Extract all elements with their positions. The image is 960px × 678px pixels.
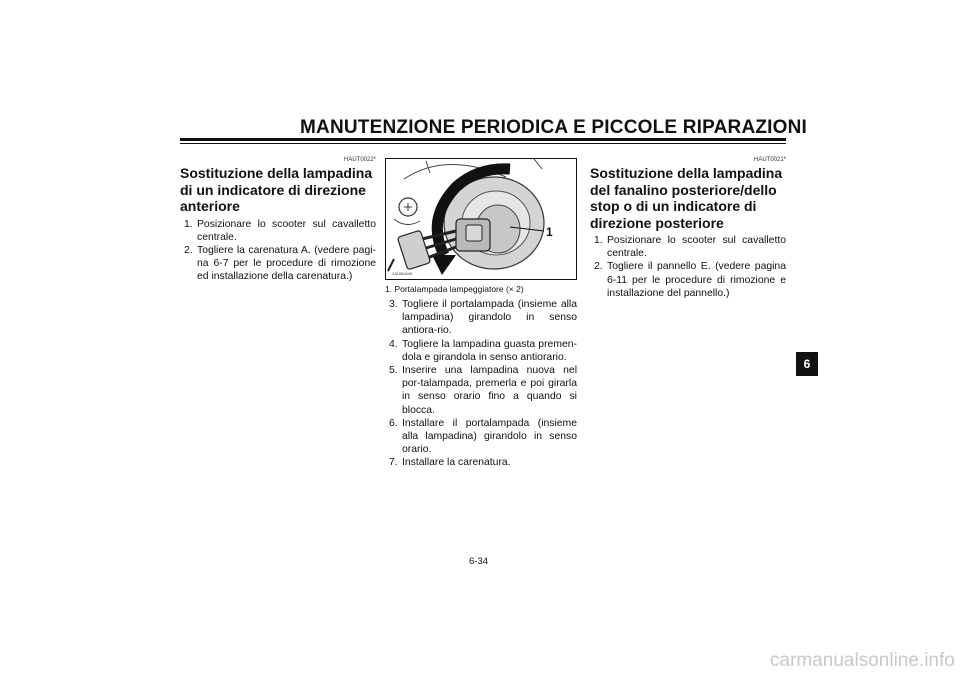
section-code: HAUT0022* [343, 157, 376, 163]
header-rule-thick [180, 138, 786, 141]
page-header-title: MANUTENZIONE PERIODICA E PICCOLE RIPARAZIONI [300, 117, 808, 138]
watermark: carmanualsonline.info [770, 650, 955, 671]
step-item: 2. Togliere la carenatura A. (vedere pagi-na 6-7 per le procedure di rimozione ed installazione della carenatura.) [184, 244, 376, 283]
section-heading: Sostituzione della lampadina del fanalino posteriore/dello stop o di un indicatore di direzione posteriore [590, 165, 783, 231]
step-list [180, 218, 376, 284]
figure-caption: 1. Portalampada lampeggiatore (× 2) [385, 284, 524, 294]
bulb-holder-illustration [386, 159, 577, 280]
step-item: 7. Installare la carenatura. [389, 457, 511, 469]
callout-label: 1 [546, 225, 553, 239]
step-list [590, 234, 786, 300]
chapter-tab: 6 [796, 352, 818, 376]
figure-bulb-holder [385, 158, 577, 280]
step-item: 2. Togliere il pannello E. (vedere pagina 6-11 per le procedure di rimozione e installazione del pannello.) [594, 261, 786, 299]
page-number: 6-34 [469, 556, 489, 567]
section-rear-indicator [590, 157, 786, 300]
section-heading: Sostituzione della lampadina di un indicatore di direzione anteriore [180, 165, 373, 214]
step-item: 5. Inserire una lampadina nuova nel por-talampada, premerla e poi girarla in senso orario fino a quando si blocca. [389, 365, 577, 416]
step-item: 6. Installare il portalampada (insieme alla lampadina) girandolo in senso orario. [389, 417, 577, 456]
section-front-continued [385, 298, 577, 470]
section-front-indicator [180, 157, 376, 284]
step-item: 1. Posizionare lo scooter sul cavalletto centrale. [594, 235, 786, 260]
step-item: 3. Togliere il portalampada (insieme alla lampadina) girandolo in senso antiora-rio. [389, 299, 577, 337]
section-code: HAUT0021* [753, 157, 786, 163]
step-item: 4. Togliere la lampadina guasta premen-dola e girandola in senso antiorario. [389, 338, 577, 363]
header-rule-thin [180, 143, 786, 144]
step-list [385, 298, 577, 470]
step-item: 1. Posizionare lo scooter sul cavalletto centrale. [184, 218, 376, 243]
image-code: ZAUM0440 [392, 271, 413, 276]
